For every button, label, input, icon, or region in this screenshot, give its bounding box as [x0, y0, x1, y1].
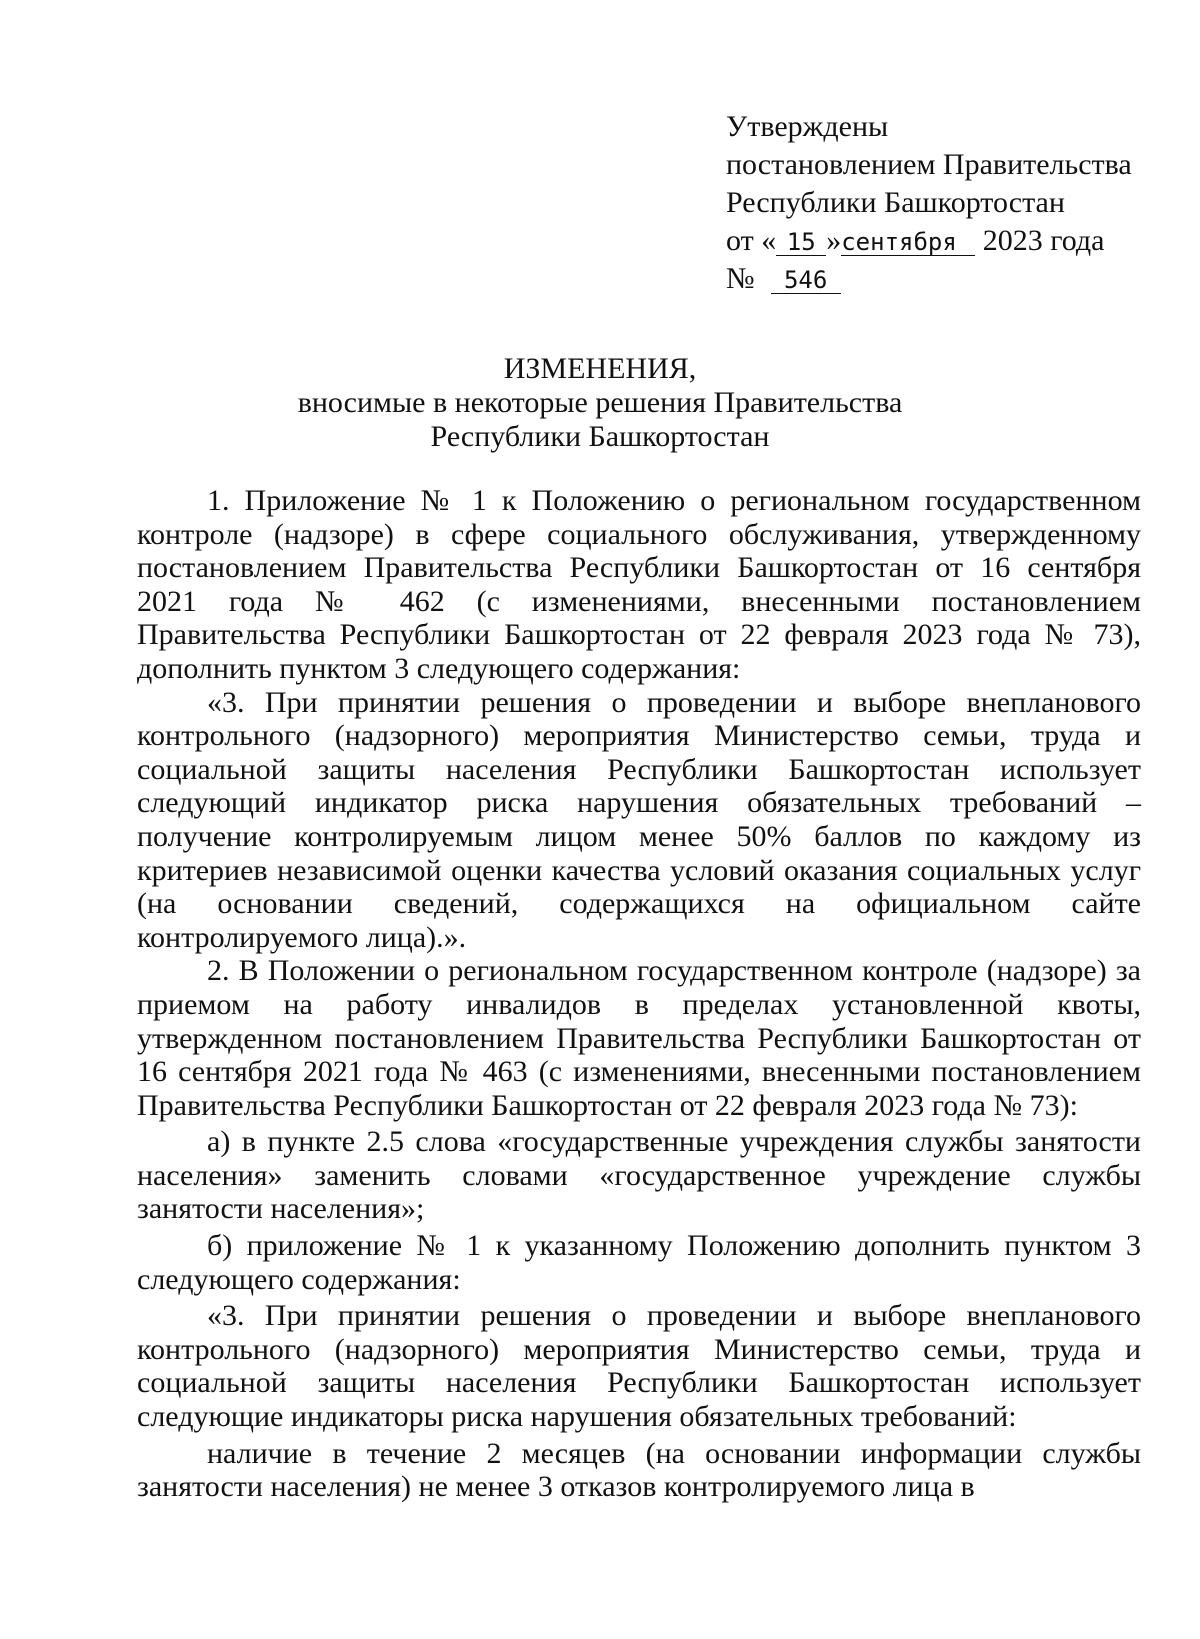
- paragraph-7: наличие в течение 2 месяцев (на основании информации службы занятости населения) не менее 3 отказов контролируемого лица в: [137, 1436, 1141, 1504]
- document-title: [0, 352, 1200, 454]
- approval-stamp: [726, 108, 1132, 298]
- document-body: [137, 484, 1141, 1504]
- number-prefix: №: [726, 262, 755, 295]
- date-month: сентября: [841, 229, 975, 256]
- title-line-3: Республики Башкортостан: [430, 420, 770, 453]
- approval-line-1: Утверждены: [726, 110, 889, 143]
- paragraph-2: «3. При принятии решения о проведении и выборе внепланового контрольного (надзорного) мероприятия Министерство семьи, труда и социальной защиты населения Республики Башкортостан использует следующий индикатор риска нарушения обязательных требований – получение контролируемым лицом менее 50% баллов по каждому из критериев независимой оценки качества условий оказания социальных услуг (на основании сведений, содержащихся на официальном сайте контролируемого лица).».: [137, 685, 1141, 954]
- paragraph-6: «3. При принятии решения о проведении и выборе внепланового контрольного (надзорного) мероприятия Министерство семьи, труда и социальной защиты населения Республики Башкортостан использует следующие индикаторы риска нарушения обязательных требований:: [137, 1299, 1141, 1434]
- approval-line-3: Республики Башкортостан: [726, 186, 1065, 219]
- date-year: 2023 года: [982, 224, 1105, 257]
- date-prefix: от «: [726, 224, 777, 257]
- approval-line-2: постановлением Правительства: [726, 148, 1132, 181]
- title-heading: ИЗМЕНЕНИЯ,: [503, 352, 697, 385]
- approval-number-line: [726, 260, 1132, 298]
- date-mid: »: [826, 224, 842, 257]
- title-line-2: вносимые в некоторые решения Правительства: [297, 386, 903, 419]
- approval-date-line: [726, 222, 1132, 260]
- paragraph-3: 2. В Положении о региональном государственном контроле (надзоре) за приемом на работу инвалидов в пределах установленной квоты, утвержденном постановлением Правительства Республики Башкортостан от 16 сентября 2021 года № 463 (с изменениями, внесенными постановлением Правительства Республики Башкортостан от 22 февраля 2023 года № 73):: [137, 954, 1141, 1122]
- paragraph-1: 1. Приложение № 1 к Положению о региональном государственном контроле (надзоре) в сфере социального обслуживания, утвержденному постановлением Правительства Республики Башкортостан от 16 сентября 2021 года № 462 (с изменениями, внесенными постановлением Правительства Республики Башкортостан от 22 февраля 2023 года № 73), дополнить пунктом 3 следующего содержания:: [137, 484, 1141, 685]
- paragraph-5: б) приложение № 1 к указанному Положению дополнить пунктом 3 следующего содержания:: [137, 1229, 1141, 1296]
- date-day: 15: [776, 229, 826, 256]
- paragraph-4: а) в пункте 2.5 слова «государственные учреждения службы занятости населения» заменить словами «государственное учреждение службы занятости населения»;: [137, 1125, 1141, 1226]
- document-number: 546: [771, 267, 841, 294]
